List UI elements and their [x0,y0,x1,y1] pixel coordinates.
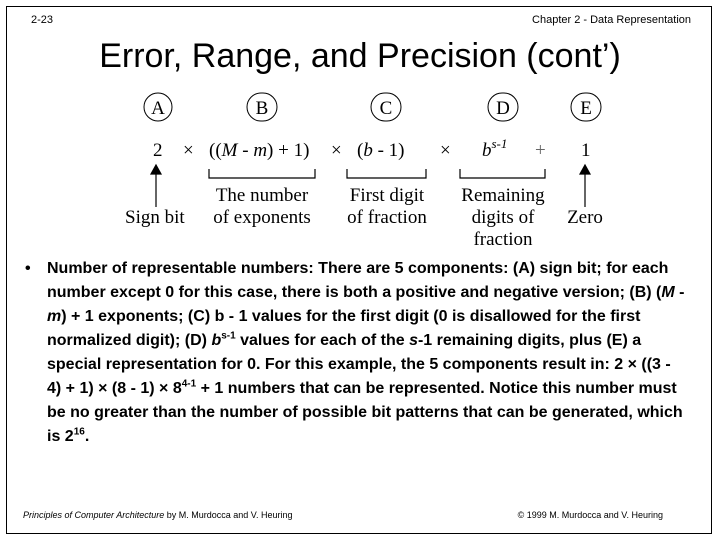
caption-first-digit-1: First digit [349,185,425,206]
svg-text:A: A [151,98,165,119]
slide [6,6,712,534]
term-a: 2 [153,140,163,161]
caption-exponents-1: The number [215,185,309,206]
term-b: ((M - m) + 1) [209,140,310,161]
letter-box-e [571,93,601,121]
formula-diagram [7,7,712,252]
caption-zero: Zero [567,207,603,228]
footer-book: Principles of Computer Architecture by M. Murdocca and V. Heuring [23,510,293,520]
times-2: × [331,140,342,161]
caption-sign-bit: Sign bit [125,207,185,228]
caption-exponents-2: of exponents [213,207,311,228]
brackets [209,169,545,178]
times-3: × [440,140,451,161]
term-d: $b^{s-1}$ [482,136,508,161]
page-number: 2-23 [31,14,54,26]
footer-copyright: © 1999 M. Murdocca and V. Heuring [517,510,663,520]
caption-remaining-2: digits of [471,207,535,228]
svg-text:E: E [580,98,592,119]
caption-remaining-1: Remaining [461,185,545,206]
times-1: × [183,140,194,161]
bullet-dot: • [25,260,31,277]
bullet-paragraph [25,257,685,449]
caption-remaining-3: fraction [473,229,533,250]
term-e: 1 [581,140,591,161]
letter-box-a [144,93,172,121]
letter-box-c [371,93,401,121]
svg-text:B: B [255,98,269,119]
term-c: (b - 1) [357,140,405,161]
chapter-title: Chapter 2 - Data Representation [532,14,691,26]
plus-sign: + [535,140,546,161]
letter-box-b [247,93,277,121]
svg-text:C: C [379,98,393,119]
bullet-text: Number of representable numbers: There are 5 components: (A) sign bit; for each number except 0 for this case, there is both a positive and negative version; (B) (M - m) + 1 exponents; (C) b - 1 values for the first digit (0 is disallowed for the first normalized digit); (D) $b^{s-1}$ values for each of the s-1 remaining digits, plus (E) a special representation for 0. For this example, the 5 components result in: $2 \times ((3 - 4) + 1) \times (8 - 1) \times 8^{4-1} + 1$ numbers that can be represented. Notice this number must be no greater than the number of possible bit patterns that can be generated, which is $2^{16}$. [47,260,685,445]
caption-first-digit-2: of fraction [347,207,427,228]
slide-title: Error, Range, and Precision (cont’) [99,37,621,75]
svg-text:D: D [496,98,510,119]
letter-box-d [488,93,518,121]
